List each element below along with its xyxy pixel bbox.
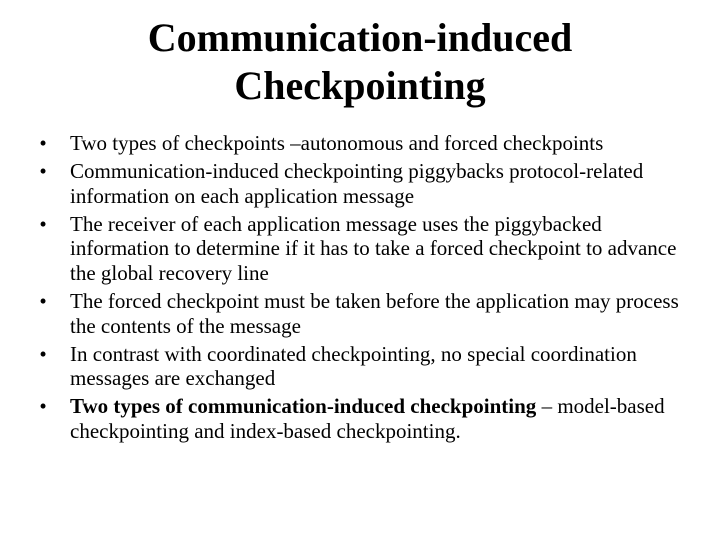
bullet-item (0, 131, 720, 156)
bullet-item (0, 212, 720, 286)
bullet-rest-text: – model-based checkpointing and index-based checkpointing. (70, 394, 665, 443)
bullet-icon: • (39, 211, 47, 236)
bullet-item (0, 394, 720, 443)
slide-title-line-1: Communication-induced (147, 15, 573, 60)
bullet-text: In contrast with coordinated checkpointing, no special coordination messages are exchanged (70, 341, 637, 391)
bullet-icon: • (39, 159, 47, 184)
bullet-list (0, 131, 720, 447)
bullet-item (0, 159, 720, 208)
bullet-icon: • (39, 341, 47, 366)
bullet-icon: • (39, 131, 47, 155)
bullet-icon: • (39, 289, 47, 314)
bullet-text: Communication-induced checkpointing piggybacks protocol-related information on each application message (70, 159, 644, 208)
slide-title (0, 14, 720, 110)
bullet-text: Two types of checkpoints –autonomous and forced checkpoints (70, 131, 604, 155)
bullet-text: The forced checkpoint must be taken before the application may process the contents of the message (70, 289, 679, 338)
slide-title-line-2: Checkpointing (234, 63, 486, 108)
bullet-icon: • (39, 394, 47, 419)
bullet-bold-text: Two types of communication-induced checkpointing (70, 394, 537, 419)
bullet-text: The receiver of each application message uses the piggybacked information to determine if it has to take a forced checkpoint to advance the global recovery line (70, 211, 677, 285)
bullet-item (0, 342, 720, 391)
bullet-item (0, 289, 720, 338)
bullet-text (70, 394, 665, 443)
